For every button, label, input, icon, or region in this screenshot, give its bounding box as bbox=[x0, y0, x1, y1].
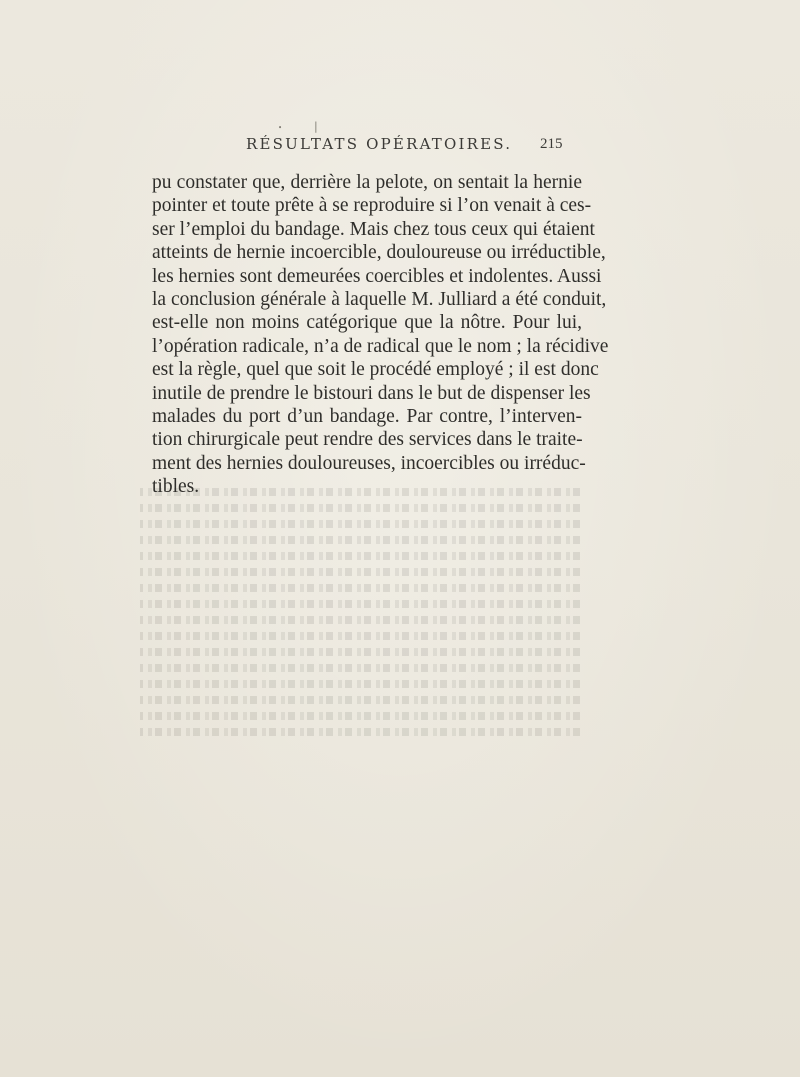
text-line: tion chirurgicale peut rendre des services dans le traite- bbox=[152, 429, 583, 451]
text-line: est la règle, quel que soit le procédé employé ; il est donc bbox=[152, 359, 599, 381]
text-line: tibles. bbox=[152, 476, 200, 498]
print-mark: • bbox=[278, 124, 283, 132]
text-line: l’opération radicale, n’a de radical que le nom ; la récidive bbox=[152, 335, 609, 357]
page-header bbox=[0, 135, 800, 159]
text-line: la conclusion générale à laquelle M. Julliard a été conduit, bbox=[152, 288, 607, 310]
text-line: atteints de hernie incoercible, douloureuse ou irréductible, bbox=[152, 242, 606, 264]
print-mark: | bbox=[314, 120, 318, 133]
text-line: malades du port d’un bandage. Par contre, l’interven- bbox=[152, 405, 582, 427]
text-line: ment des hernies douloureuses, incoercibles ou irréduc- bbox=[152, 452, 586, 474]
show-through-bleed bbox=[140, 480, 580, 900]
text-line: pu constater que, derrière la pelote, on sentait la hernie bbox=[152, 172, 582, 193]
text-line: est-elle non moins catégorique que la nôtre. Pour lui, bbox=[152, 312, 582, 334]
text-line: ser l’emploi du bandage. Mais chez tous ceux qui étaient bbox=[152, 218, 595, 240]
running-title: RÉSULTATS OPÉRATOIRES. bbox=[246, 135, 513, 153]
text-line: inutile de prendre le bistouri dans le but de dispenser les bbox=[152, 382, 591, 404]
text-line: les hernies sont demeurées coercibles et indolentes. Aussi bbox=[152, 265, 602, 287]
text-line: pointer et toute prête à se reproduire si l’on venait à ces- bbox=[152, 195, 592, 217]
body-paragraph bbox=[152, 171, 609, 498]
page-number: 215 bbox=[540, 136, 563, 152]
